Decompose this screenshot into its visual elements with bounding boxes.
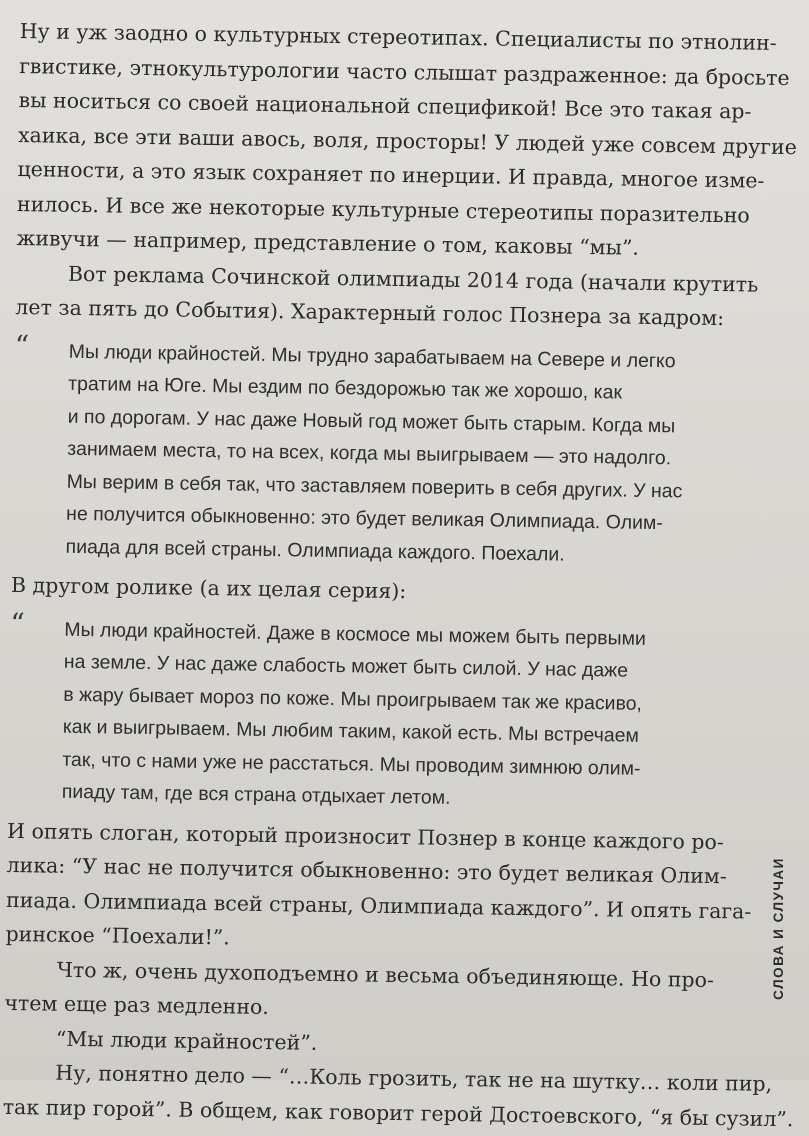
quote-line: не получится обыкновенно: это будет великая Олимпиада. Олим- (65, 502, 664, 535)
text-line: лика: “У нас не получится обыкновенно: это будет великая Олим- (6, 852, 727, 889)
quote-line: Мы верим в себя так, что заставляем поверить в себя других. У нас (66, 470, 683, 502)
text-line: живучи — например, представление о том, каковы “мы”. (16, 225, 640, 260)
quote-line: на земле. У нас даже слабость может быть силой. У нас даже (63, 650, 629, 682)
text-line: И опять слоган, который произносит Познер в конце каждого ро- (6, 818, 724, 854)
quote-block-2 (8, 606, 711, 818)
paragraph-5 (4, 951, 715, 1031)
text-line: пиада. Олимпиада всей страны, Олимпиада каждого”. И опять гага- (5, 887, 752, 924)
section-title: СЛОВА И СЛУЧАИ (770, 856, 786, 1000)
text-line: нилось. И все же некоторые культурные стереотипы поразительно (16, 191, 750, 227)
text-line: ценности, а это язык сохраняет по инерции. И правда, многое изме- (17, 156, 765, 193)
text-line: так пир горой”. В общем, как говорит герой Достоевского, “я бы сузил”. (2, 1094, 794, 1131)
quote-line: пиаду там, где вся страна отдыхает летом. (61, 780, 451, 809)
quote-line: Мы люди крайностей. Мы трудно зарабатываем на Севере и легко (68, 340, 676, 372)
quote-line: занимаем места, то на всех, когда мы выигрываем — это надолго. (67, 437, 672, 470)
quote-mark: “ (14, 328, 30, 362)
quote-line: так, что с нами уже не расстаться. Мы проводим зимнюю олим- (62, 748, 641, 780)
quote-line: тратим на Юге. Мы ездим по бездорожью так же хорошо, как (68, 372, 623, 404)
text-line: гвистике, этнокультурологии часто слышат раздраженное: да бросьте (19, 53, 790, 90)
text-line: “Мы люди крайностей”. (55, 1026, 318, 1055)
paragraph-7 (2, 1055, 794, 1135)
text-line: вы носиться со своей национальной спецификой! Все это такая ар- (18, 87, 752, 124)
paragraph-2 (15, 255, 759, 335)
text-line: Ну, понятно дело — “…Коль грозить, так не на шутку… коли пир, (55, 1060, 773, 1096)
paragraph-3 (11, 568, 711, 613)
quote-block-1 (11, 328, 714, 572)
quote-line: пиада для всей страны. Олимпиада каждого. Поехали. (65, 535, 565, 566)
text-line: Что ж, очень духоподъемно и весьма объединяюще. Но про- (56, 957, 715, 992)
text-line: В другом ролике (а их целая серия): (10, 572, 407, 604)
text-line: чтем еще раз медленно. (4, 990, 270, 1020)
quote-line: как и выигрываем. Мы любим таким, какой есть. Мы встречаем (62, 715, 640, 747)
paragraph-4 (5, 813, 752, 962)
text-line: Вот реклама Сочинской олимпиады 2014 года (начали крутить (67, 261, 759, 297)
text-line: ринское “Поехали!”. (5, 921, 230, 950)
paragraph-1 (16, 14, 798, 266)
quote-line: и по дорогам. У нас даже Новый год может быть старым. Когда мы (67, 405, 676, 437)
text-line: хаика, все эти ваши авось, воля, просторы! У людей уже совсем другие (17, 122, 798, 159)
section-running-head (765, 858, 791, 998)
quote-line: Мы люди крайностей. Даже в космосе мы можем быть первыми (64, 618, 647, 650)
text-line: лет за пять до События). Характерный голос Познера за кадром: (15, 294, 725, 331)
quote-mark: “ (10, 606, 26, 640)
quote-line: в жару бывает мороз по коже. Мы проигрываем так же красиво, (63, 683, 643, 715)
text-line: Ну и уж заодно о культурных стереотипах. Специалисты по этнолин- (19, 18, 777, 55)
